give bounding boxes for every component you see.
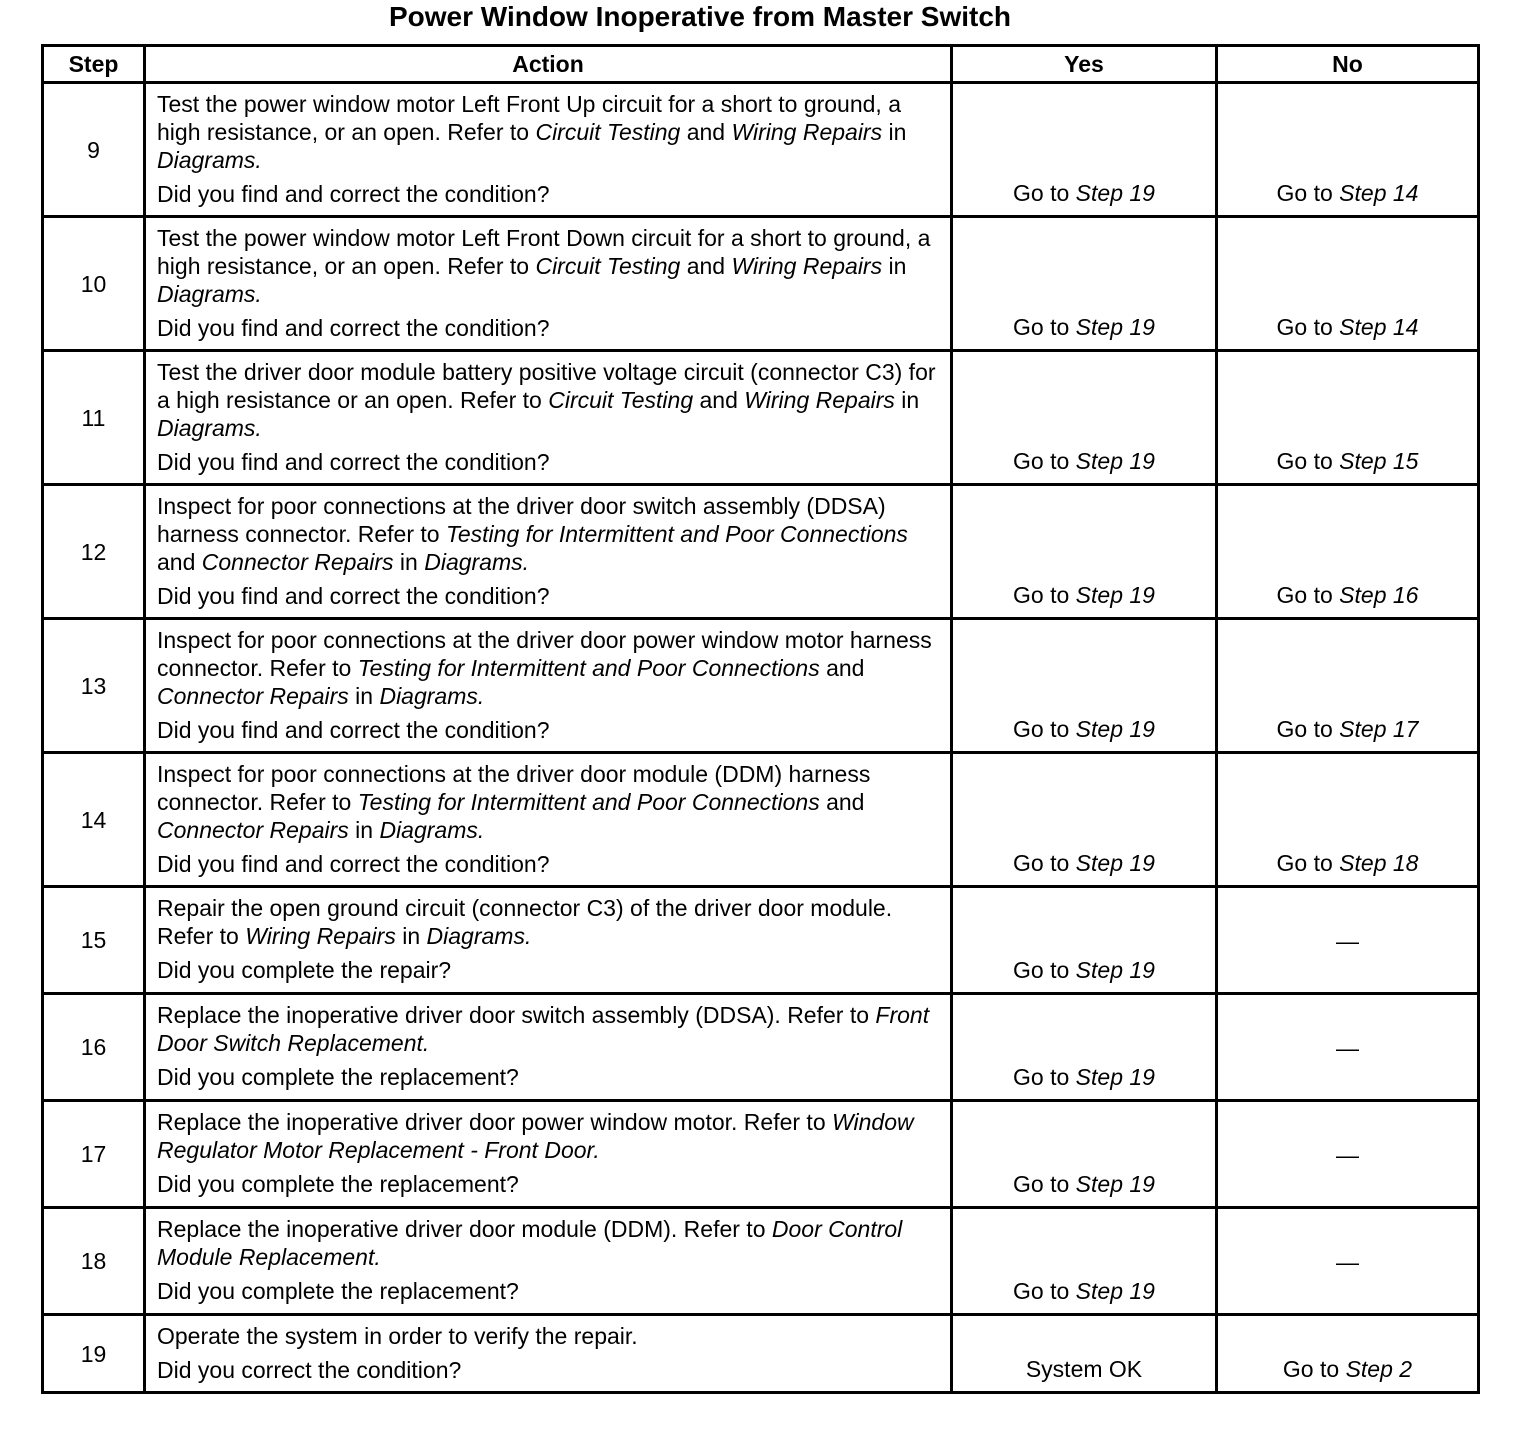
yes-run: Step 19 <box>1075 314 1155 340</box>
action-question: Did you correct the condition? <box>157 1357 462 1383</box>
action-run: Diagrams. <box>379 683 485 709</box>
no-run: Step 18 <box>1339 850 1419 876</box>
yes-result <box>952 994 1217 1101</box>
action-description <box>157 760 942 844</box>
action-run: Inspect for poor connections at the driver door power window motor harness connector. Refer to <box>157 627 932 681</box>
action-run: Diagrams. <box>157 415 262 441</box>
action-cell <box>145 1101 952 1208</box>
no-result <box>1217 994 1479 1101</box>
header-yes: Yes <box>952 46 1217 83</box>
action-run: Test the driver door module battery positive voltage circuit (connector C3) for a high resistance or an open. Refer to <box>157 359 936 413</box>
action-run: and <box>157 549 202 575</box>
no-run: Step 14 <box>1339 314 1419 340</box>
action-question: Did you complete the replacement? <box>157 1064 519 1090</box>
action-cell <box>145 619 952 753</box>
step-number: 13 <box>43 619 145 753</box>
yes-run: Step 19 <box>1075 850 1155 876</box>
action-run: Replace the inoperative driver door switch assembly (DDSA). Refer to <box>157 1002 876 1028</box>
action-run: and <box>680 119 732 145</box>
action-run: Repair the open ground circuit (connector C3) of the driver door module. Refer to <box>157 895 893 949</box>
yes-result <box>952 753 1217 887</box>
no-run: — <box>1336 927 1359 954</box>
action-description <box>157 894 942 950</box>
action-run: Test the power window motor Left Front Down circuit for a short to ground, a high resistance, or an open. Refer to <box>157 225 931 279</box>
no-run: Go to <box>1276 448 1340 474</box>
table-body <box>43 83 1479 1393</box>
table-row <box>43 1101 1479 1208</box>
table-row <box>43 217 1479 351</box>
yes-result <box>952 1315 1217 1393</box>
action-description <box>157 358 942 442</box>
header-action: Action <box>145 46 952 83</box>
action-cell <box>145 217 952 351</box>
action-run: Replace the inoperative driver door power window motor. Refer to <box>157 1109 833 1135</box>
no-run: — <box>1336 1141 1359 1168</box>
action-run: Testing for Intermittent and Poor Connections <box>445 521 908 547</box>
action-run: Diagrams. <box>426 923 532 949</box>
yes-result <box>952 887 1217 994</box>
action-cell <box>145 485 952 619</box>
table-row <box>43 887 1479 994</box>
action-run: Diagrams. <box>424 549 530 575</box>
action-run: in <box>348 817 380 843</box>
yes-run: System OK <box>1025 1356 1143 1382</box>
yes-run: Step 19 <box>1075 1064 1155 1090</box>
yes-run: Go to <box>1013 314 1076 340</box>
step-number: 12 <box>43 485 145 619</box>
action-description <box>157 1322 942 1350</box>
action-cell <box>145 1208 952 1315</box>
action-run: Front Door Switch Replacement. <box>157 1002 930 1056</box>
no-run: Go to <box>1276 850 1340 876</box>
action-run: and <box>819 655 865 681</box>
action-cell <box>145 753 952 887</box>
yes-run: Go to <box>1013 850 1076 876</box>
table-row <box>43 485 1479 619</box>
yes-run: Step 19 <box>1075 448 1155 474</box>
action-description <box>157 626 942 710</box>
yes-run: Go to <box>1013 716 1076 742</box>
table-row <box>43 1315 1479 1393</box>
table-row <box>43 753 1479 887</box>
step-number: 17 <box>43 1101 145 1208</box>
action-run: and <box>680 253 732 279</box>
no-result <box>1217 217 1479 351</box>
no-result <box>1217 887 1479 994</box>
yes-run: Go to <box>1013 1171 1076 1197</box>
diagnostic-table <box>41 44 1480 1394</box>
no-run: Go to <box>1276 180 1340 206</box>
action-description <box>157 1001 942 1057</box>
action-run: Window Regulator Motor Replacement - Front Door. <box>157 1109 914 1163</box>
yes-result <box>952 83 1217 217</box>
action-cell <box>145 83 952 217</box>
no-result <box>1217 485 1479 619</box>
no-run: — <box>1336 1034 1359 1061</box>
no-run: Go to <box>1276 716 1340 742</box>
action-description <box>157 90 942 174</box>
step-number: 18 <box>43 1208 145 1315</box>
no-run: — <box>1336 1248 1359 1275</box>
yes-run: Go to <box>1013 957 1076 983</box>
step-number: 10 <box>43 217 145 351</box>
yes-run: Go to <box>1013 1064 1076 1090</box>
action-run: Circuit Testing <box>548 387 694 413</box>
no-run: Go to <box>1276 582 1340 608</box>
step-number: 19 <box>43 1315 145 1393</box>
action-description <box>157 1215 942 1271</box>
action-run: in <box>348 683 380 709</box>
action-run: Circuit Testing <box>535 253 681 279</box>
table-header-row <box>43 46 1479 83</box>
yes-run: Go to <box>1013 448 1076 474</box>
table-row <box>43 619 1479 753</box>
action-question: Did you find and correct the condition? <box>157 315 550 341</box>
action-question: Did you find and correct the condition? <box>157 851 550 877</box>
step-number: 11 <box>43 351 145 485</box>
action-run: Diagrams. <box>157 147 262 173</box>
yes-run: Step 19 <box>1075 957 1155 983</box>
action-run: Testing for Intermittent and Poor Connections <box>357 789 820 815</box>
action-run: Testing for Intermittent and Poor Connections <box>357 655 820 681</box>
action-run: Wiring Repairs <box>245 923 396 949</box>
no-result <box>1217 753 1479 887</box>
table-row <box>43 994 1479 1101</box>
yes-run: Step 19 <box>1075 1278 1155 1304</box>
action-run: Inspect for poor connections at the driver door switch assembly (DDSA) harness connector. Refer to <box>157 493 886 547</box>
action-run: Test the power window motor Left Front Up circuit for a short to ground, a high resistance, or an open. Refer to <box>157 91 902 145</box>
table-row <box>43 83 1479 217</box>
yes-run: Step 19 <box>1075 1171 1155 1197</box>
action-description <box>157 224 942 308</box>
step-number: 16 <box>43 994 145 1101</box>
action-cell <box>145 994 952 1101</box>
action-run: Diagrams. <box>157 281 262 307</box>
step-number: 9 <box>43 83 145 217</box>
no-result <box>1217 83 1479 217</box>
action-run: Wiring Repairs <box>744 387 895 413</box>
yes-result <box>952 619 1217 753</box>
action-cell <box>145 351 952 485</box>
action-question: Did you find and correct the condition? <box>157 583 550 609</box>
action-run: Circuit Testing <box>535 119 681 145</box>
header-no: No <box>1217 46 1479 83</box>
yes-result <box>952 351 1217 485</box>
no-run: Step 16 <box>1339 582 1419 608</box>
action-question: Did you complete the replacement? <box>157 1171 519 1197</box>
action-run: Inspect for poor connections at the driver door module (DDM) harness connector. Refer to <box>157 761 871 815</box>
table-row <box>43 351 1479 485</box>
yes-run: Step 19 <box>1075 716 1155 742</box>
action-question: Did you complete the repair? <box>157 957 452 983</box>
action-run: in <box>395 923 427 949</box>
yes-result <box>952 1101 1217 1208</box>
yes-result <box>952 217 1217 351</box>
action-description <box>157 492 942 576</box>
yes-run: Go to <box>1013 582 1076 608</box>
action-run: Door Control Module Replacement. <box>157 1216 903 1270</box>
no-run: Go to <box>1282 1356 1346 1382</box>
action-question: Did you find and correct the condition? <box>157 181 550 207</box>
page-title: Power Window Inoperative from Master Switch <box>388 1 1012 32</box>
header-step: Step <box>43 46 145 83</box>
yes-run: Go to <box>1013 1278 1076 1304</box>
action-run: Replace the inoperative driver door module (DDM). Refer to <box>157 1216 772 1242</box>
action-question: Did you find and correct the condition? <box>157 449 550 475</box>
action-run: and <box>819 789 865 815</box>
no-result <box>1217 1315 1479 1393</box>
no-result <box>1217 1101 1479 1208</box>
action-run: Connector Repairs <box>157 683 349 709</box>
action-run: Operate the system in order to verify the repair. <box>157 1323 638 1349</box>
action-run: in <box>894 387 920 413</box>
step-number: 14 <box>43 753 145 887</box>
action-run: Connector Repairs <box>157 817 349 843</box>
no-run: Step 15 <box>1339 448 1419 474</box>
action-cell <box>145 1315 952 1393</box>
yes-run: Step 19 <box>1075 582 1155 608</box>
action-question: Did you complete the replacement? <box>157 1278 519 1304</box>
no-run: Go to <box>1276 314 1340 340</box>
table-row <box>43 1208 1479 1315</box>
action-question: Did you find and correct the condition? <box>157 717 550 743</box>
no-run: Step 2 <box>1345 1356 1413 1382</box>
yes-run: Go to <box>1013 180 1076 206</box>
yes-result <box>952 1208 1217 1315</box>
no-run: Step 17 <box>1339 716 1419 742</box>
action-run: in <box>882 119 907 145</box>
yes-result <box>952 485 1217 619</box>
action-run: and <box>693 387 745 413</box>
no-result <box>1217 1208 1479 1315</box>
action-run: in <box>393 549 425 575</box>
no-result <box>1217 619 1479 753</box>
yes-run: Step 19 <box>1075 180 1155 206</box>
action-run: Wiring Repairs <box>731 119 883 145</box>
step-number: 15 <box>43 887 145 994</box>
action-run: in <box>882 253 907 279</box>
action-cell <box>145 887 952 994</box>
action-run: Connector Repairs <box>201 549 394 575</box>
no-run: Step 14 <box>1339 180 1419 206</box>
action-run: Wiring Repairs <box>731 253 883 279</box>
action-run: Diagrams. <box>379 817 485 843</box>
action-description <box>157 1108 942 1164</box>
no-result <box>1217 351 1479 485</box>
